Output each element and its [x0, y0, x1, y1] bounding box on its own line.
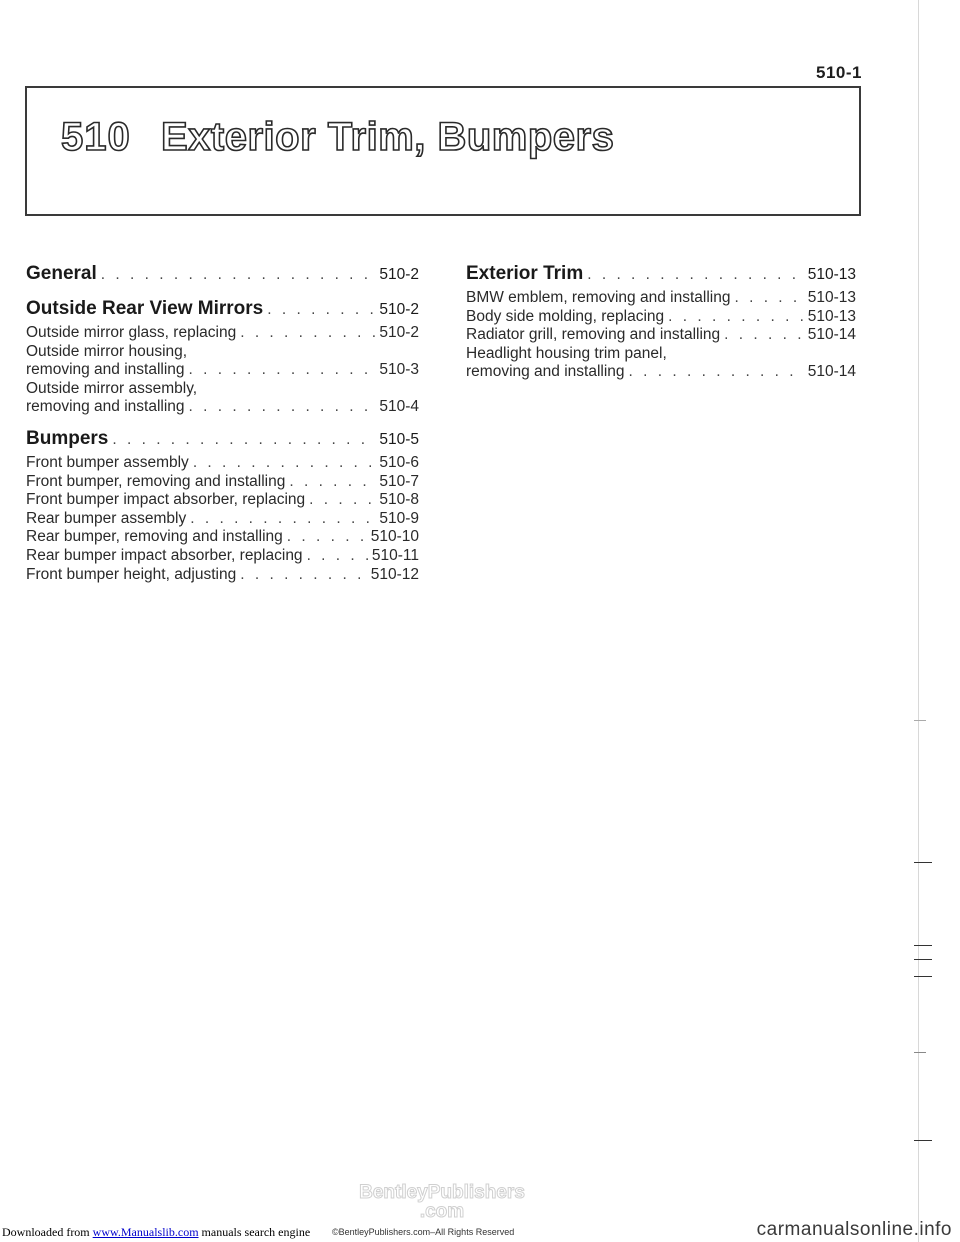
toc-page-ref: 510-7 — [379, 472, 419, 490]
leader-dots — [189, 398, 376, 417]
toc-entry-line1: Headlight housing trim panel, — [466, 344, 667, 362]
leader-dots — [240, 324, 375, 343]
toc-entry[interactable] — [26, 473, 419, 492]
toc-page-ref: 510-13 — [807, 266, 856, 283]
leader-dots — [189, 361, 376, 380]
leader-dots — [101, 263, 376, 287]
toc-heading-label: Outside Rear View Mirrors — [26, 298, 264, 319]
toc-entry-label: Front bumper, removing and installing — [26, 472, 286, 490]
toc-entry-line1: Outside mirror housing, — [26, 342, 188, 360]
toc-entry-label: Front bumper height, adjusting — [26, 565, 237, 583]
leader-dots — [289, 473, 375, 492]
leader-dots — [309, 491, 375, 510]
page-edge-tab-marks — [914, 0, 934, 1242]
toc-entry[interactable] — [26, 528, 419, 547]
leader-dots — [190, 510, 375, 529]
watermark-line2: .com — [419, 1201, 465, 1222]
chapter-number: 510 — [61, 115, 131, 159]
toc-entry-label: Rear bumper, removing and installing — [26, 528, 283, 546]
leader-dots — [193, 454, 376, 473]
toc-entry[interactable] — [26, 324, 419, 343]
toc-page-ref: 510-4 — [379, 398, 419, 416]
toc-page-ref: 510-9 — [379, 509, 419, 527]
toc-heading-label: General — [26, 263, 97, 284]
leader-dots — [668, 308, 804, 327]
toc-section-general — [26, 262, 419, 287]
download-suffix: manuals search engine — [198, 1225, 311, 1239]
toc-entry-label: Front bumper impact absorber, replacing — [26, 491, 306, 509]
toc-entry[interactable] — [466, 326, 856, 345]
toc-entry-label: removing and installing — [26, 398, 185, 416]
leader-dots — [724, 326, 804, 345]
toc-page-ref: 510-8 — [379, 491, 419, 509]
page-footer — [0, 1219, 960, 1242]
toc-heading-label: Bumpers — [26, 427, 109, 449]
download-prefix: Downloaded from — [2, 1225, 93, 1239]
toc-page-ref: 510-10 — [370, 528, 419, 546]
toc-entry-line1: Outside mirror assembly, — [26, 379, 198, 397]
toc-heading-exterior-trim[interactable] — [466, 262, 856, 287]
page-number: 510-1 — [816, 63, 862, 82]
toc-entry[interactable] — [466, 289, 856, 308]
toc-entry[interactable] — [26, 454, 419, 473]
leader-dots — [112, 428, 375, 452]
toc-section-mirrors — [26, 297, 419, 417]
toc-entry-label: removing and installing — [466, 363, 625, 381]
chapter-title-box — [25, 86, 861, 216]
toc-entry-label: Outside mirror glass, replacing — [26, 324, 237, 341]
toc-page-ref: 510-13 — [807, 307, 856, 325]
toc-page-ref: 510-13 — [807, 289, 856, 306]
toc-heading-bumpers[interactable] — [26, 427, 419, 452]
toc-entry[interactable] — [26, 547, 419, 566]
publisher-watermark — [342, 1183, 542, 1221]
tab-mark — [914, 1052, 926, 1053]
toc-entry[interactable] — [466, 308, 856, 327]
toc-page-ref: 510-5 — [379, 430, 419, 448]
tab-mark — [914, 945, 932, 946]
toc-entry[interactable] — [26, 510, 419, 529]
copyright-notice: ©BentleyPublishers.com–All Rights Reserved — [332, 1227, 515, 1237]
toc-page-ref: 510-2 — [379, 324, 419, 341]
chapter-title: Exterior Trim, Bumpers — [161, 115, 615, 159]
toc-page-ref: 510-14 — [807, 326, 856, 344]
toc-page-ref: 510-2 — [379, 266, 419, 283]
toc-entry[interactable] — [26, 566, 419, 585]
tab-mark — [914, 959, 932, 960]
toc-page-ref: 510-11 — [371, 546, 419, 564]
toc-heading-general[interactable] — [26, 262, 419, 287]
toc-entry-label: Front bumper assembly — [26, 453, 189, 471]
toc-right-column — [466, 262, 856, 392]
toc-entry-label: Body side molding, replacing — [466, 307, 665, 325]
toc-heading-mirrors[interactable] — [26, 297, 419, 322]
page-edge-line — [918, 0, 919, 1242]
toc-page-ref: 510-6 — [379, 453, 419, 471]
leader-dots — [629, 363, 804, 382]
toc-entry-label: Radiator grill, removing and installing — [466, 326, 721, 344]
tab-mark — [914, 976, 932, 977]
toc-entry-label: Rear bumper assembly — [26, 509, 187, 527]
toc-entry[interactable] — [466, 363, 856, 382]
leader-dots — [267, 298, 375, 322]
toc-heading-label: Exterior Trim — [466, 263, 584, 284]
manualslib-link[interactable]: www.Manualslib.com — [92, 1225, 199, 1239]
toc-left-column — [26, 262, 419, 594]
toc-entry[interactable] — [26, 398, 419, 417]
toc-page-ref: 510-14 — [807, 363, 856, 381]
tab-mark — [914, 862, 932, 863]
site-brand: carmanualsonline.info — [756, 1219, 952, 1240]
toc-section-exterior-trim — [466, 262, 856, 382]
toc-page-ref: 510-12 — [370, 565, 419, 583]
toc-page-ref: 510-3 — [379, 361, 419, 379]
leader-dots — [587, 263, 804, 287]
download-credit — [2, 1225, 310, 1240]
toc-entry-label: BMW emblem, removing and installing — [466, 289, 731, 306]
leader-dots — [734, 289, 803, 308]
tab-mark — [914, 720, 926, 721]
toc-entry[interactable] — [26, 361, 419, 380]
tab-mark — [914, 1140, 932, 1141]
toc-section-bumpers — [26, 427, 419, 584]
toc-page-ref: 510-2 — [379, 301, 419, 318]
toc-entry[interactable] — [26, 491, 419, 510]
leader-dots — [240, 566, 367, 585]
toc-entry-label: removing and installing — [26, 361, 185, 379]
toc-entry-label: Rear bumper impact absorber, replacing — [26, 546, 303, 564]
leader-dots — [307, 547, 368, 566]
watermark-line1: BentleyPublishers — [359, 1182, 525, 1203]
leader-dots — [287, 528, 367, 547]
